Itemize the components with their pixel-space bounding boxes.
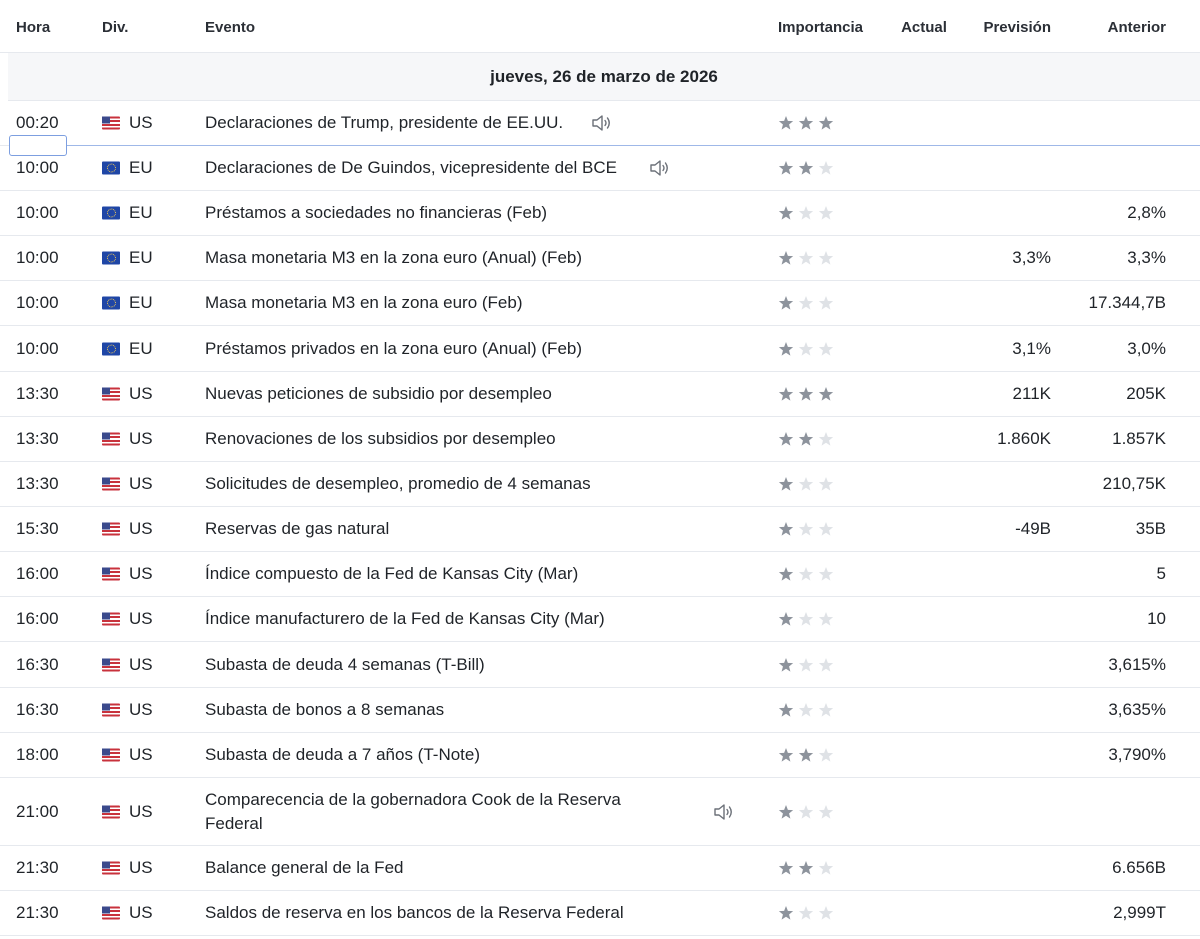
importance-stars: [778, 702, 836, 718]
star-icon: [799, 567, 813, 581]
importance-stars: [778, 205, 836, 221]
event-time: 16:30: [16, 654, 59, 674]
event-forecast: 1.860K: [997, 429, 1051, 448]
event-currency: US: [129, 801, 153, 821]
table-row[interactable]: [0, 372, 1200, 417]
us-flag-icon: [102, 862, 120, 875]
event-time: 15:30: [16, 519, 59, 538]
event-previous: 6.656B: [1112, 858, 1166, 877]
event-time: 16:30: [16, 700, 59, 719]
star-icon: [799, 432, 813, 446]
star-icon: [799, 612, 813, 626]
us-flag-icon: [102, 613, 120, 626]
event-previous: 3,0%: [1127, 338, 1166, 358]
table-row[interactable]: [0, 733, 1200, 778]
star-icon: [779, 703, 793, 717]
event-forecast: 211K: [1012, 384, 1051, 403]
column-header-actual[interactable]: Actual: [901, 19, 947, 36]
event-currency: US: [129, 903, 153, 922]
event-currency: US: [129, 564, 153, 583]
star-icon: [779, 206, 793, 220]
importance-stars: [778, 476, 836, 492]
event-name[interactable]: Masa monetaria M3 en la zona euro (Anual) (Feb): [205, 248, 583, 267]
star-icon: [799, 161, 813, 175]
event-time: 21:00: [16, 801, 59, 821]
event-time: 13:30: [16, 429, 59, 448]
star-icon: [799, 342, 813, 356]
star-icon: [799, 805, 813, 819]
event-previous: 210,75K: [1102, 474, 1166, 493]
star-icon: [819, 161, 833, 175]
event-name[interactable]: Préstamos privados en la zona euro (Anual) (Feb): [205, 338, 583, 358]
event-time: 10:00: [16, 248, 59, 267]
star-icon: [799, 206, 813, 220]
table-row[interactable]: [0, 462, 1200, 507]
star-icon: [799, 658, 813, 672]
us-flag-icon: [102, 658, 120, 671]
star-icon: [799, 906, 813, 920]
star-icon: [819, 116, 833, 130]
event-time: 16:00: [16, 564, 59, 583]
star-icon: [779, 748, 793, 762]
star-icon: [799, 861, 813, 875]
table-row[interactable]: [0, 101, 1200, 146]
importance-stars: [778, 747, 836, 763]
table-row[interactable]: [0, 846, 1200, 891]
us-flag-icon: [102, 749, 120, 762]
star-icon: [799, 703, 813, 717]
table-row[interactable]: [0, 891, 1200, 936]
star-icon: [819, 658, 833, 672]
importance-stars: [778, 804, 836, 820]
table-row[interactable]: [0, 778, 1200, 846]
event-currency: EU: [129, 338, 153, 358]
event-name[interactable]: Declaraciones de Trump, presidente de EE.UU.: [205, 113, 564, 132]
star-icon: [819, 342, 833, 356]
importance-stars: [778, 386, 836, 402]
star-icon: [779, 658, 793, 672]
importance-stars: [778, 566, 836, 582]
importance-stars: [778, 341, 836, 357]
event-previous: 2,8%: [1127, 203, 1166, 222]
column-header-importancia[interactable]: Importancia: [778, 19, 864, 36]
us-flag-icon: [102, 388, 120, 401]
star-icon: [779, 567, 793, 581]
star-icon: [799, 251, 813, 265]
event-currency: EU: [129, 293, 153, 312]
event-name[interactable]: Declaraciones de De Guindos, vicepresidente del BCE: [205, 158, 618, 177]
event-previous: 10: [1147, 609, 1166, 628]
us-flag-icon: [102, 704, 120, 717]
us-flag-icon: [102, 433, 120, 446]
importance-stars: [778, 657, 836, 673]
us-flag-icon: [102, 523, 120, 536]
star-icon: [779, 342, 793, 356]
event-currency: US: [129, 474, 153, 493]
date-label: jueves, 26 de marzo de 2026: [490, 67, 718, 86]
event-time: 18:00: [16, 745, 59, 764]
us-flag-icon: [102, 907, 120, 920]
star-icon: [779, 522, 793, 536]
speaker-icon[interactable]: [712, 802, 734, 822]
star-icon: [819, 477, 833, 491]
event-name[interactable]: Subasta de deuda a 7 años (T-Note): [205, 745, 481, 764]
star-icon: [819, 612, 833, 626]
importance-stars: [778, 521, 836, 537]
event-previous: 2,999T: [1113, 903, 1166, 922]
event-previous: 35B: [1135, 519, 1166, 538]
us-flag-icon: [102, 117, 120, 130]
event-time: 10:00: [16, 293, 59, 312]
star-icon: [799, 296, 813, 310]
table-row[interactable]: [0, 597, 1200, 642]
event-previous: 3,635%: [1108, 700, 1166, 719]
table-header: [0, 0, 1200, 53]
event-currency: EU: [129, 203, 153, 222]
event-previous: 205K: [1126, 384, 1166, 403]
star-icon: [819, 251, 833, 265]
star-icon: [799, 116, 813, 130]
event-time: 10:00: [16, 158, 59, 177]
eu-flag-icon: [102, 342, 120, 355]
column-header-anterior[interactable]: Anterior: [1107, 19, 1166, 36]
event-time: 13:30: [16, 474, 59, 493]
event-forecast: -49B: [1015, 519, 1051, 538]
table-row[interactable]: [0, 146, 1200, 191]
event-currency: EU: [129, 248, 153, 267]
event-name[interactable]: Índice manufacturero de la Fed de Kansas City (Mar): [205, 609, 605, 628]
column-header-prevision[interactable]: Previsión: [983, 19, 1051, 36]
event-name[interactable]: Nuevas peticiones de subsidio por desempleo: [205, 384, 552, 403]
event-time: 16:00: [16, 609, 59, 628]
event-name[interactable]: Renovaciones de los subsidios por desempleo: [205, 429, 556, 448]
star-icon: [779, 251, 793, 265]
event-currency: US: [129, 858, 153, 877]
event-name[interactable]: Subasta de bonos a 8 semanas: [205, 700, 445, 719]
event-name[interactable]: Reservas de gas natural: [205, 519, 390, 538]
event-time: 21:30: [16, 903, 59, 922]
eu-flag-icon: [102, 297, 120, 310]
star-icon: [819, 296, 833, 310]
star-icon: [819, 567, 833, 581]
column-header-evento[interactable]: Evento: [205, 19, 256, 36]
star-icon: [819, 206, 833, 220]
star-icon: [779, 861, 793, 875]
table-row[interactable]: [0, 552, 1200, 597]
event-time: 13:30: [16, 384, 59, 403]
date-separator: [8, 53, 1200, 101]
star-icon: [779, 612, 793, 626]
table-row[interactable]: [0, 281, 1200, 326]
speaker-icon[interactable]: [648, 158, 670, 178]
event-currency: US: [129, 519, 153, 538]
importance-stars: [778, 611, 836, 627]
star-icon: [779, 296, 793, 310]
star-icon: [779, 477, 793, 491]
event-name[interactable]: Saldos de reserva en los bancos de la Reserva Federal: [205, 903, 624, 922]
star-icon: [819, 805, 833, 819]
table-row[interactable]: [0, 688, 1200, 733]
star-icon: [799, 522, 813, 536]
star-icon: [779, 805, 793, 819]
table-row[interactable]: [0, 236, 1200, 281]
event-currency: US: [129, 384, 153, 403]
event-forecast: 3,3%: [1012, 248, 1051, 267]
star-icon: [779, 116, 793, 130]
event-currency: US: [129, 654, 153, 674]
eu-flag-icon: [102, 207, 120, 220]
eu-flag-icon: [102, 252, 120, 265]
importance-stars: [778, 860, 836, 876]
importance-stars: [778, 431, 836, 447]
event-name[interactable]: Comparecencia de la gobernadora Cook de la Reserva Federal: [205, 789, 621, 833]
table-row[interactable]: [0, 507, 1200, 552]
event-name[interactable]: Balance general de la Fed: [205, 858, 404, 877]
star-icon: [819, 861, 833, 875]
star-icon: [819, 522, 833, 536]
star-icon: [779, 161, 793, 175]
event-previous: 3,790%: [1108, 745, 1166, 764]
focus-indicator-box[interactable]: [9, 135, 67, 156]
event-name[interactable]: Préstamos a sociedades no financieras (Feb): [205, 203, 548, 222]
star-icon: [819, 748, 833, 762]
star-icon: [819, 906, 833, 920]
star-icon: [799, 477, 813, 491]
speaker-icon[interactable]: [590, 113, 612, 133]
table-row[interactable]: [0, 191, 1200, 236]
event-name[interactable]: Solicitudes de desempleo, promedio de 4 semanas: [205, 474, 591, 493]
importance-stars: [778, 160, 836, 176]
table-row[interactable]: [0, 642, 1200, 688]
us-flag-icon: [102, 805, 120, 818]
event-previous: 1.857K: [1112, 429, 1166, 448]
star-icon: [779, 906, 793, 920]
event-time: 21:30: [16, 858, 59, 877]
star-icon: [819, 703, 833, 717]
event-currency: US: [129, 113, 153, 132]
star-icon: [799, 387, 813, 401]
event-currency: EU: [129, 158, 153, 177]
event-previous: 3,615%: [1108, 654, 1166, 674]
event-previous: 3,3%: [1127, 248, 1166, 267]
importance-stars: [778, 115, 836, 131]
eu-flag-icon: [102, 162, 120, 175]
event-previous: 17.344,7B: [1088, 293, 1166, 312]
importance-stars: [778, 295, 836, 311]
event-currency: US: [129, 745, 153, 764]
event-previous: 5: [1156, 564, 1166, 583]
us-flag-icon: [102, 478, 120, 491]
star-icon: [819, 432, 833, 446]
event-currency: US: [129, 609, 153, 628]
column-header-div[interactable]: Div.: [102, 19, 129, 36]
event-currency: US: [129, 429, 153, 448]
us-flag-icon: [102, 568, 120, 581]
event-name[interactable]: Masa monetaria M3 en la zona euro (Feb): [205, 293, 523, 312]
column-header-hora[interactable]: Hora: [16, 19, 51, 36]
table-row[interactable]: [0, 326, 1200, 372]
event-name[interactable]: Subasta de deuda 4 semanas (T-Bill): [205, 654, 485, 674]
event-forecast: 3,1%: [1012, 338, 1051, 358]
star-icon: [779, 387, 793, 401]
star-icon: [799, 748, 813, 762]
event-time: 00:20: [16, 113, 59, 132]
importance-stars: [778, 905, 836, 921]
star-icon: [779, 432, 793, 446]
focus-indicator-line: [67, 145, 1200, 146]
star-icon: [819, 387, 833, 401]
table-row[interactable]: [0, 417, 1200, 462]
event-time: 10:00: [16, 338, 59, 358]
event-name[interactable]: Índice compuesto de la Fed de Kansas City (Mar): [205, 564, 579, 583]
event-time: 10:00: [16, 203, 59, 222]
event-currency: US: [129, 700, 153, 719]
importance-stars: [778, 250, 836, 266]
